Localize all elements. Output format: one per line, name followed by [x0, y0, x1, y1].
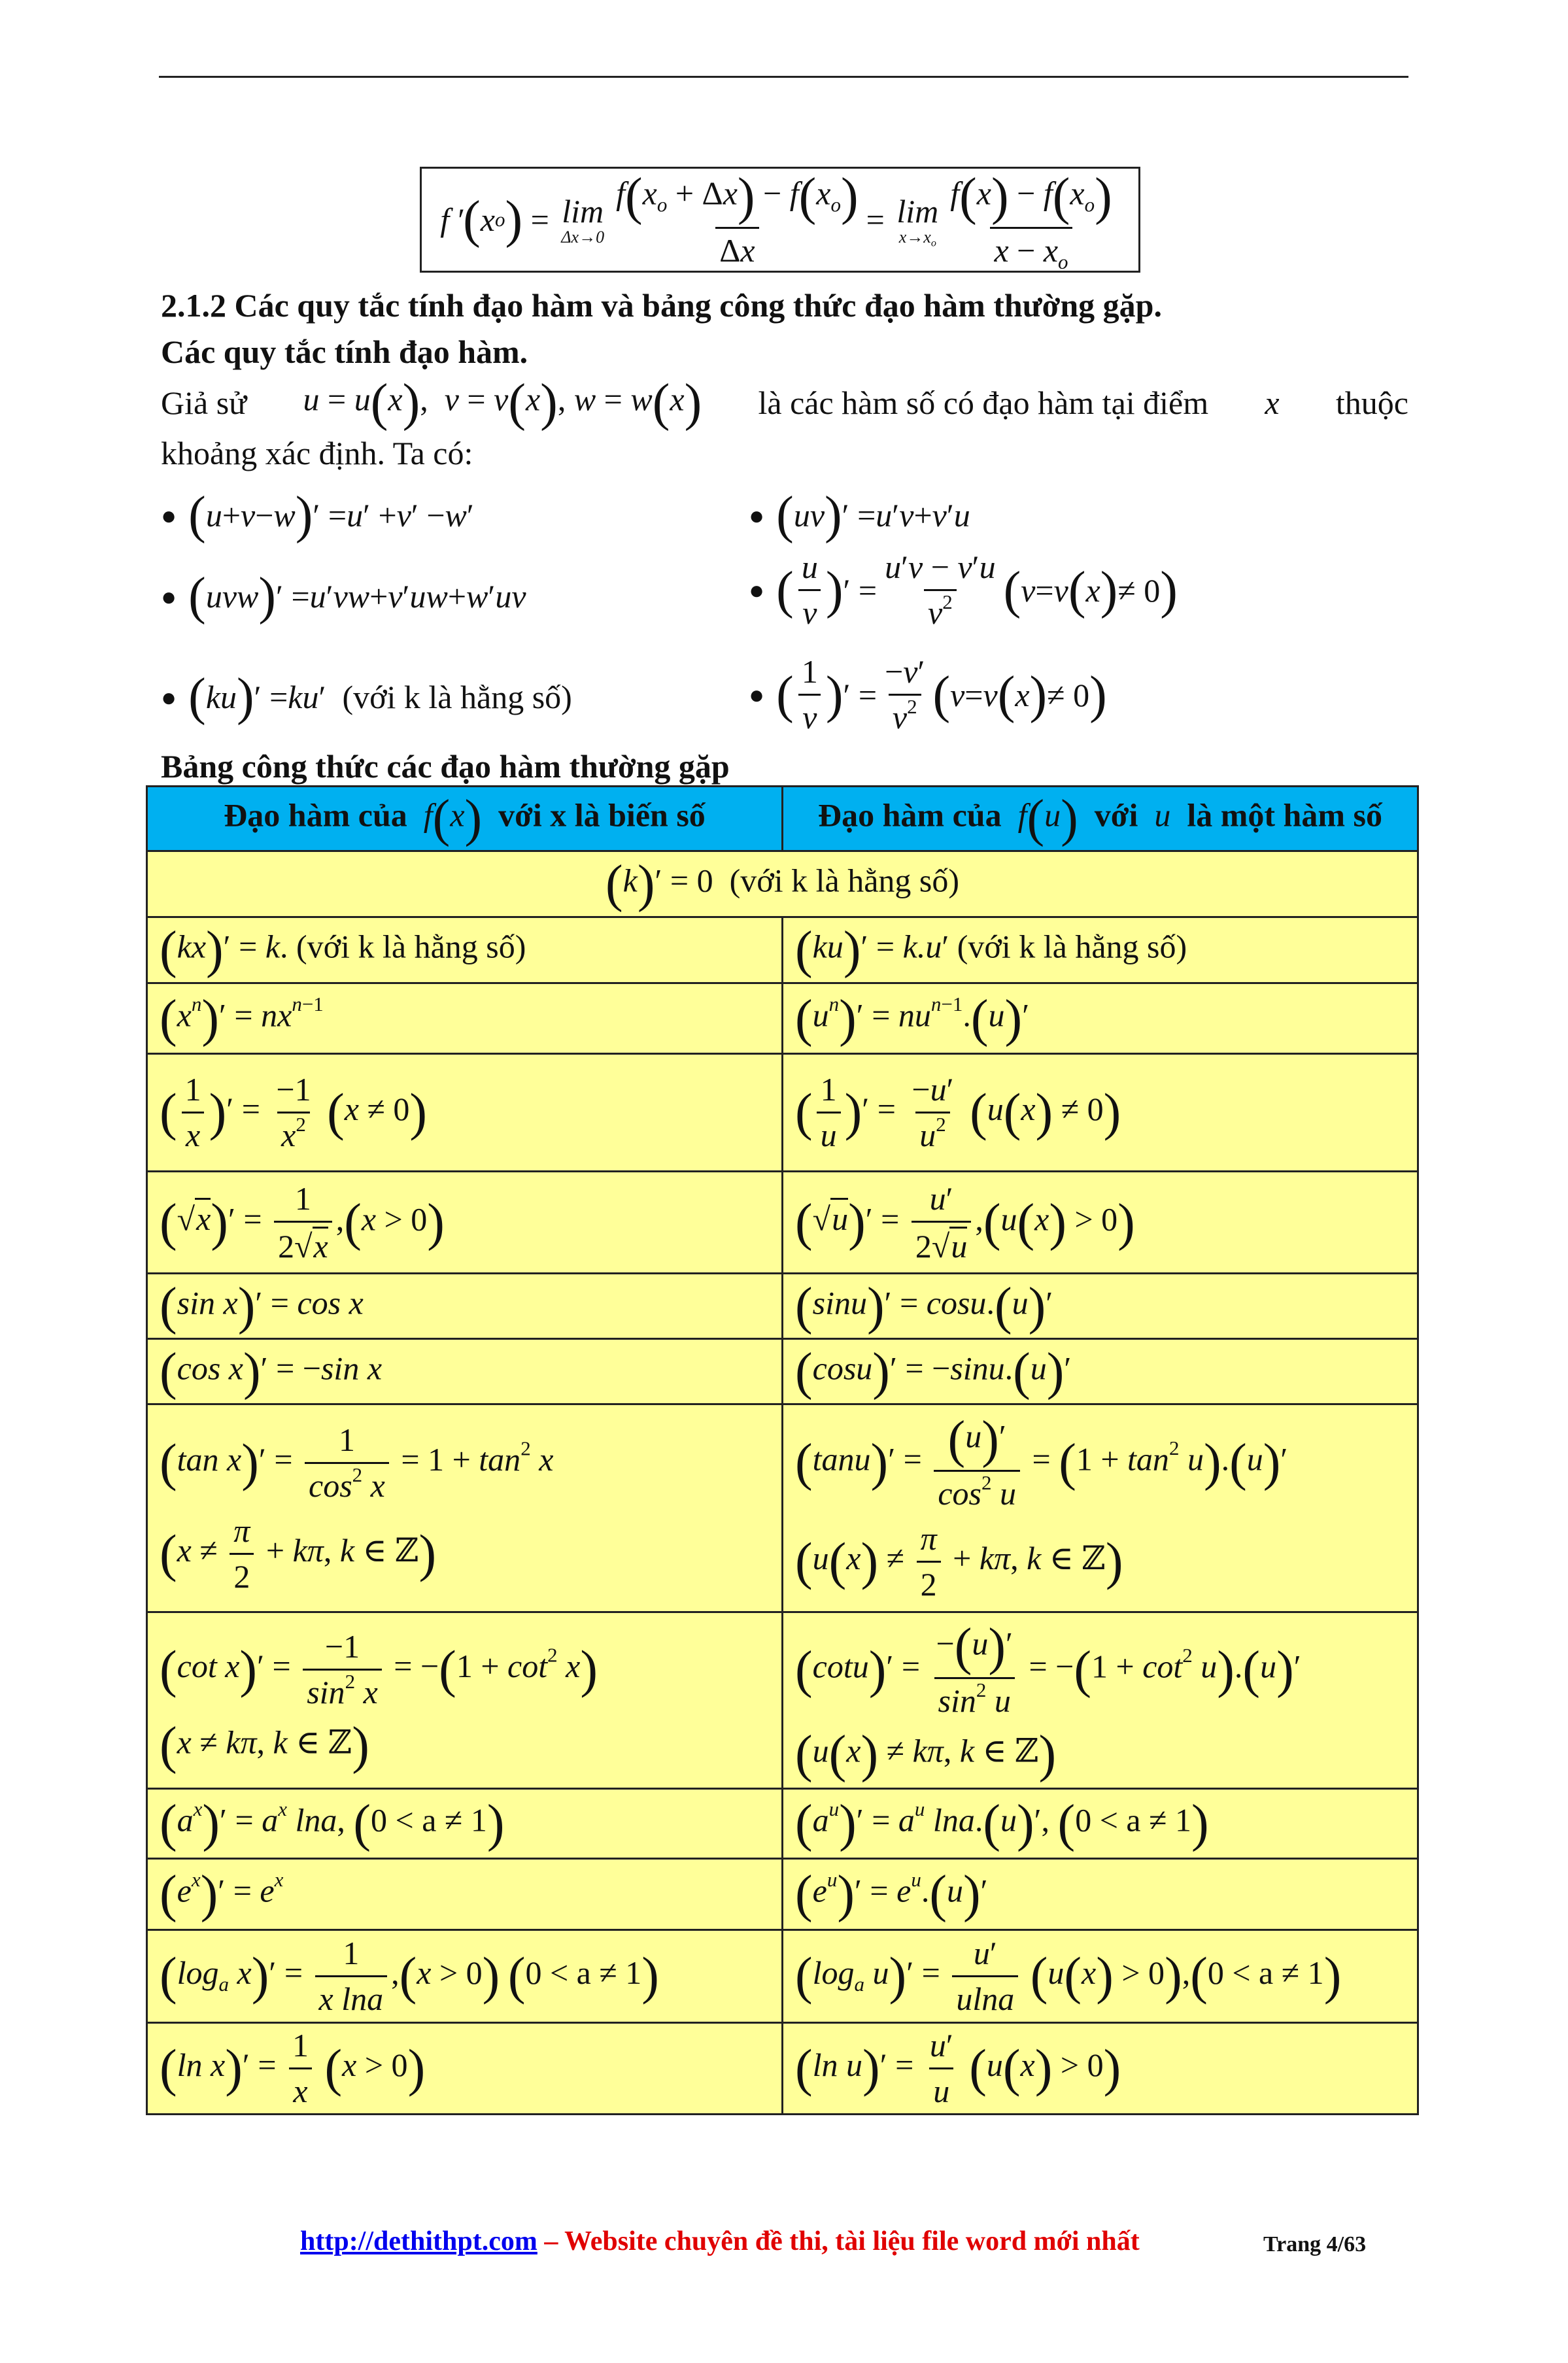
- cell-ln-u: (ln u)′ = $\frac{u'}{u}$ (u(x) > 0): [783, 2023, 1418, 2115]
- intro-are-functions: là các hàm số có đạo hàm tại điểm: [758, 384, 1209, 421]
- table-row: [147, 917, 1418, 983]
- cell-cot-x: (cot x)′ = $\frac{-1}{\sin^2 x}$ = $-(1 + \cot^2 x)$ (x ≠ kπ, k ∈ ℤ): [147, 1612, 783, 1789]
- table-row: [147, 1339, 1418, 1404]
- cell-power-x: $(x^n)' = nx^{n-1}$: [147, 983, 783, 1054]
- table-row: [147, 1859, 1418, 1930]
- rule-quotient: ● ( $\frac{u}{v}$ ) ′ = $\frac{u'v - v'u}{v^2}$ ( v = v ( x ) ≠ 0 ): [749, 549, 1178, 631]
- header-function-u: Đạo hàm của f(u) với u là một hàm số: [783, 787, 1418, 851]
- cell-tan-u: (tanu)′ = $\frac{(u)'}{\cos^2 u}$ = $(1 + \tan^2 u).(u)'$ (u(x) ≠ $\frac{\pi}{2}$ + kπ, k ∈ ℤ): [783, 1404, 1418, 1612]
- derivative-definition-formula: f ′ ( x o ) = lim Δx→0 $\frac{f(x_o + \Delta x) - f(x_o)}{\Delta x}$ = lim $x\to x_o$ $\frac{f(x) - f(x_o)}{x - x_o}$: [420, 167, 1140, 273]
- cell-ku: (ku)′ = k.u′ (với k là hằng số): [783, 917, 1418, 983]
- cell-tan-x: (tan x)′ = $\frac{1}{\cos^2 x}$ = $1 + \tan^2 x$ (x ≠ $\frac{\pi}{2}$ + kπ, k ∈ ℤ): [147, 1404, 783, 1612]
- rule-product-three: ● ( uvw ) ′ = u ′ vw + v ′ uw + w ′ uv: [161, 568, 526, 625]
- cell-sqrt-u: (√u)′ = $\frac{u'}{2√u}$ ,(u(x) > 0): [783, 1172, 1418, 1274]
- rule-constant-multiple: ● ( ku ) ′ = ku ′ (với k là hằng số): [161, 668, 572, 726]
- footer-link[interactable]: http://dethithpt.com: [300, 2226, 537, 2256]
- cell-log-a-x: ($\log_a$ x)′ = $\frac{1}{\text{x lna}}$ ,(x > 0) (0 < a ≠ 1): [147, 1930, 783, 2023]
- table-header-row: [147, 787, 1418, 851]
- intro-thuoc: thuộc: [1335, 384, 1408, 421]
- table-row: [147, 1612, 1418, 1789]
- cell-exp-e-x: $(e^x)' = e^x$: [147, 1859, 783, 1930]
- table-row: [147, 1172, 1418, 1274]
- derivative-formula-table: [146, 785, 1419, 2115]
- cell-sin-x: (sin x)′ = cos x: [147, 1274, 783, 1339]
- cell-exp-e-u: $(e^u)' = e^u.(u)'$: [783, 1859, 1418, 1930]
- cell-sqrt-x: (√x)′ = $\frac{1}{2√x}$ ,(x > 0): [147, 1172, 783, 1274]
- section-heading: 2.1.2 Các quy tắc tính đạo hàm và bảng công thức đạo hàm thường gặp.: [161, 287, 1162, 324]
- table-row: [147, 1404, 1418, 1612]
- top-rule: [159, 76, 1408, 78]
- table-row: [147, 1054, 1418, 1172]
- rules-heading: Các quy tắc tính đạo hàm.: [161, 333, 528, 370]
- cell-sin-u: (sinu)′ = cosu.(u)′: [783, 1274, 1418, 1339]
- row-constant: (k)′ = 0 (với k là hằng số): [147, 851, 1418, 917]
- cell-ln-x: (ln x)′ = $\frac{1}{x}$ (x > 0): [147, 2023, 783, 2115]
- intro-line-2: khoảng xác định. Ta có:: [161, 435, 473, 471]
- page-number: Trang 4/63: [1263, 2232, 1367, 2256]
- table-row: [147, 1930, 1418, 2023]
- cell-cot-u: (cotu)′ = $\frac{-(u)'}{\sin^2 u}$ = $-(1 + \cot^2 u).(u)'$ (u(x) ≠ kπ, k ∈ ℤ): [783, 1612, 1418, 1789]
- table-row: [147, 1789, 1418, 1859]
- table-row: [147, 1274, 1418, 1339]
- footer-text: – Website chuyên đề thi, tài liệu file word mới nhất: [537, 2226, 1140, 2256]
- cell-power-u: $(u^n)' = nu^{n-1}.(u)'$: [783, 983, 1418, 1054]
- cell-reciprocal-x: ( $\frac{1}{x}$ )′ = $\frac{-1}{x^2}$ (x ≠ 0): [147, 1054, 783, 1172]
- table-title: Bảng công thức các đạo hàm thường gặp: [161, 748, 730, 785]
- header-variable-x: Đạo hàm của f(x) với x là biến số: [147, 787, 783, 851]
- cell-exp-a-u: $(a^u)' = a^u$ lna.(u)′, (0 < a ≠ 1): [783, 1789, 1418, 1859]
- intro-line-1: [161, 374, 1408, 432]
- table-row: [147, 851, 1418, 917]
- cell-exp-a-x: $(a^x)' = a^x$ lna, (0 < a ≠ 1): [147, 1789, 783, 1859]
- intro-functions-math: u = u(x), v = v(x), w = w(x): [303, 374, 702, 432]
- intro-gia-su: Giả sử: [161, 384, 247, 421]
- table-row: [147, 983, 1418, 1054]
- table-row: [147, 2023, 1418, 2115]
- cell-cos-u: (cosu)′ = −sinu.(u)′: [783, 1339, 1418, 1404]
- intro-point-x: x: [1265, 384, 1280, 421]
- cell-reciprocal-u: ( $\frac{1}{u}$ )′ = $\frac{-u'}{u^2}$ (u(x) ≠ 0): [783, 1054, 1418, 1172]
- cell-kx: (kx)′ = k. (với k là hằng số): [147, 917, 783, 983]
- footer: [300, 2226, 1140, 2257]
- cell-log-a-u: ($\log_a$ u)′ = $\frac{u'}{ulna}$ (u(x) > 0),(0 < a ≠ 1): [783, 1930, 1418, 2023]
- rule-product-two: ● ( uv ) ′ = u ′ v + v ′ u: [749, 486, 970, 544]
- rule-sum-difference: ● ( u + v − w ) ′ = u ′ + v ′ − w ′: [161, 486, 474, 544]
- cell-cos-x: (cos x)′ = −sin x: [147, 1339, 783, 1404]
- rule-k-note: (với k là hằng số): [342, 679, 572, 715]
- rule-reciprocal: ● ( $\frac{1}{v}$ ) ′ = $\frac{-v'}{v^2}$ ( v = v ( x ) ≠ 0 ): [749, 653, 1107, 736]
